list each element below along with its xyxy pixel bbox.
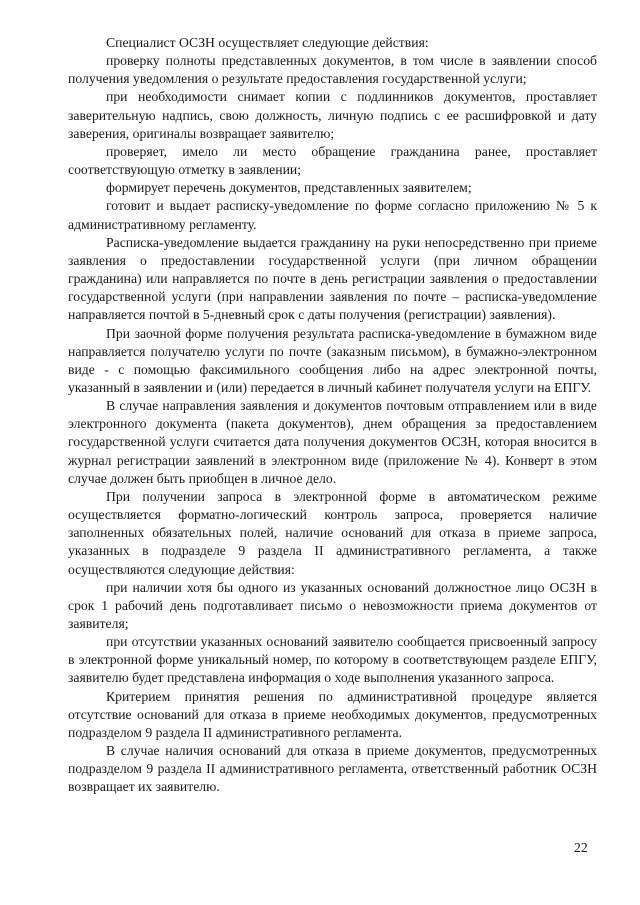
page-number: 22 bbox=[574, 840, 588, 855]
paragraph: проверяет, имело ли место обращение гражданина ранее, проставляет соответствующую отметку в заявлении; bbox=[68, 143, 597, 178]
paragraph: при необходимости снимает копии с подлинников документов, проставляет заверительную надпись, свою должность, личную подпись с ее расшифровкой и дату заверения, оригиналы возвращает заявителю; bbox=[68, 89, 597, 141]
document-body bbox=[68, 34, 597, 797]
paragraph: при отсутствии указанных оснований заявителю сообщается присвоенный запросу в электронной форме уникальный номер, по которому в соответствующем разделе ЕПГУ, заявителю будет представлена информация о ходе выполнения указанного запроса. bbox=[68, 634, 597, 686]
paragraph: проверку полноты представленных документов, в том числе в заявлении способ получения уведомления о результате предоставления государственной услуги; bbox=[68, 53, 597, 87]
paragraph: Расписка-уведомление выдается гражданину на руки непосредственно при приеме заявления о предоставлении государственной услуги (при личном обращении гражданина) или направляется по почте в день регистрации заявления о предоставлении государственной услуги (при направлении заявления по почте – расписка-уведомление направляется почтой в 5-дневный срок с даты получения (регистрации) заявления). bbox=[68, 234, 597, 323]
paragraph: В случае направления заявления и документов почтовым отправлением или в виде электронного документа (пакета документов), днем обращения за предоставлением государственной услуги считается дата получения документов ОСЗН, которая вносится в журнал регистрации заявлений в электронном виде (приложение № 4). Конверт в этом случае должен быть приобщен в личное дело. bbox=[68, 398, 597, 486]
paragraph: В случае наличия оснований для отказа в приеме документов, предусмотренных подразделом 9 раздела II административного регламента, ответственный работник ОСЗН возвращает их заявителю. bbox=[68, 743, 597, 795]
paragraph: При заочной форме получения результата расписка-уведомление в бумажном виде направляется получателю услуги по почте (заказным письмом), в бумажно-электронном виде - с помощью факсимильного сообщения либо на адрес электронной почты, указанный в заявлении и (или) передается в личный кабинет получателя услуги на ЕПГУ. bbox=[68, 325, 597, 395]
paragraph: При получении запроса в электронной форме в автоматическом режиме осуществляется форматно-логический контроль запроса, проверяется наличие заполненных обязательных полей, наличие оснований для отказа в приеме запроса, указанных в подразделе 9 раздела II административного регламента, а также осуществляются следующие действия: bbox=[68, 488, 597, 577]
paragraph: при наличии хотя бы одного из указанных оснований должностное лицо ОСЗН в срок 1 рабочий день подготавливает письмо о невозможности приема документов от заявителя; bbox=[68, 579, 597, 631]
paragraph: готовит и выдает расписку-уведомление по форме согласно приложению № 5 к административному регламенту. bbox=[68, 198, 597, 232]
paragraph: Специалист ОСЗН осуществляет следующие действия: bbox=[106, 35, 429, 50]
paragraph: Критерием принятия решения по административной процедуре является отсутствие оснований для отказа в приеме необходимых документов, предусмотренных подразделом 9 раздела II административного регламента. bbox=[68, 688, 597, 740]
paragraph: формирует перечень документов, представленных заявителем; bbox=[106, 180, 472, 196]
